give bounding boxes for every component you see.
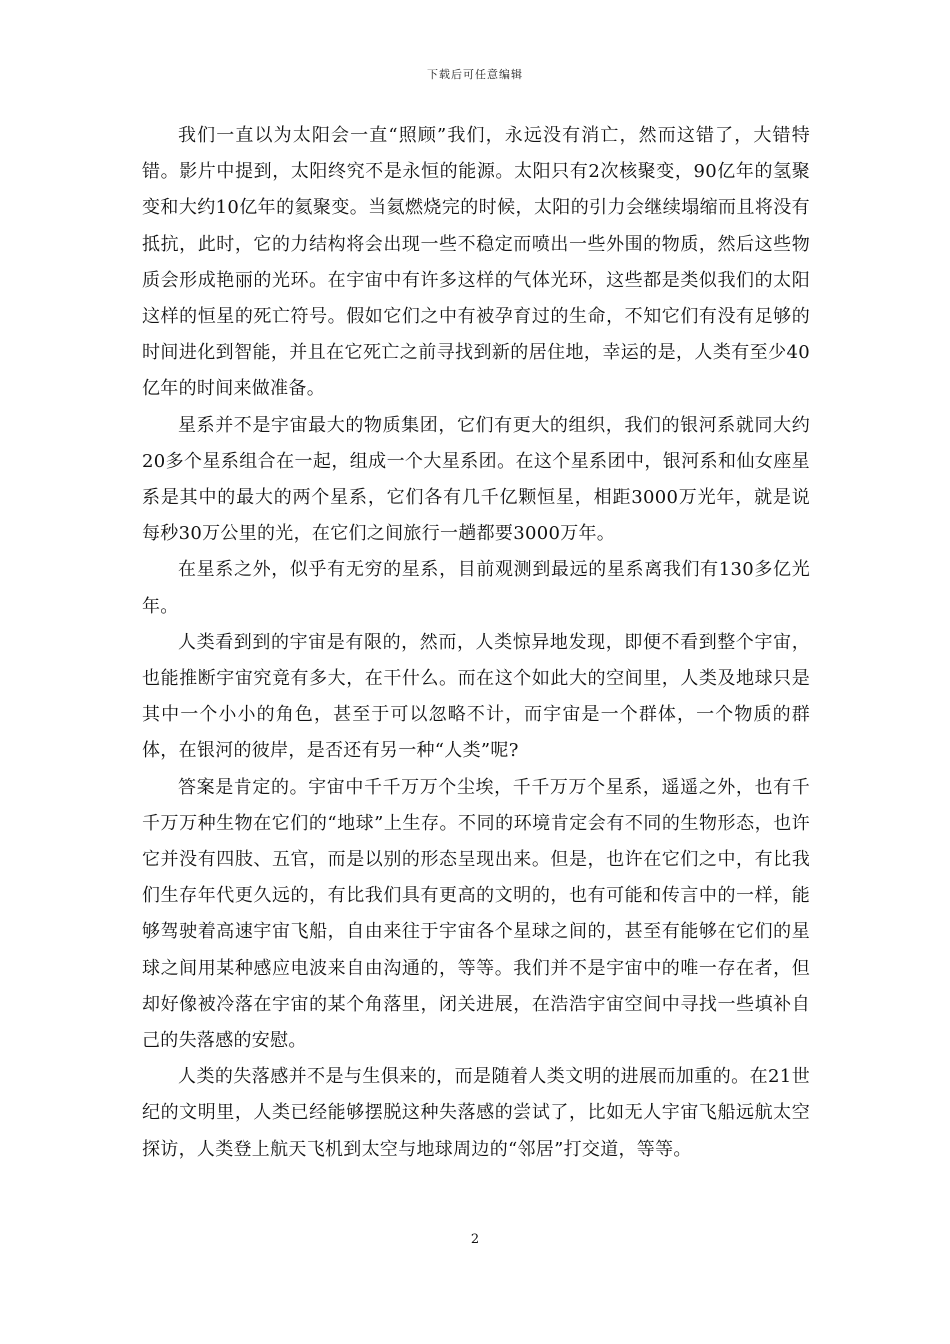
paragraph: 在星系之外，似乎有无穷的星系，目前观测到最远的星系离我们有130多亿光年。	[142, 559, 810, 617]
document-body	[142, 118, 810, 1168]
paragraph: 答案是肯定的。宇宙中千千万万个尘埃，千千万万个星系，遥遥之外，也有千千万万种生物在它们的“地球”上生存。不同的环境肯定会有不同的生物形态，也许它并没有四肢、五官，而是以别的形态呈现出来。但是，也许在它们之中，有比我们生存年代更久远的，有比我们具有更高的文明的，也有可能和传言中的一样，能够驾驶着高速宇宙飞船，自由来往于宇宙各个星球之间的，甚至有能够在它们的星球之间用某种感应电波来自由沟通的，等等。我们并不是宇宙中的唯一存在者，但却好像被冷落在宇宙的某个角落里，闭关进展，在浩浩宇宙空间中寻找一些填补自己的失落感的安慰。	[142, 776, 810, 1052]
paragraph: 人类看到到的宇宙是有限的，然而，人类惊异地发现，即便不看到整个宇宙，也能推断宇宙究竟有多大，在干什么。而在这个如此大的空间里，人类及地球只是其中一个小小的角色，甚至于可以忽略不计，而宇宙是一个群体，一个物质的群体，在银河的彼岸，是否还有另一种“人类”呢?	[142, 631, 810, 762]
page-header-note: 下载后可任意编辑	[427, 68, 523, 81]
paragraph: 星系并不是宇宙最大的物质集团，它们有更大的组织，我们的银河系就同大约20多个星系组合在一起，组成一个大星系团。在这个星系团中，银河系和仙女座星系是其中的最大的两个星系，它们各有几千亿颗恒星，相距3000万光年，就是说每秒30万公里的光，在它们之间旅行一趟都要3000万年。	[142, 414, 810, 545]
paragraph: 人类的失落感并不是与生俱来的，而是随着人类文明的进展而加重的。在21世纪的文明里，人类已经能够摆脱这种失落感的尝试了，比如无人宇宙飞船远航太空探访，人类登上航天飞机到太空与地球周边的“邻居”打交道，等等。	[142, 1066, 810, 1160]
paragraph: 我们一直以为太阳会一直“照顾”我们，永远没有消亡，然而这错了，大错特错。影片中提到，太阳终究不是永恒的能源。太阳只有2次核聚变，90亿年的氢聚变和大约10亿年的氦聚变。当氦燃烧完的时候，太阳的引力会继续塌缩而且将没有抵抗，此时，它的力结构将会出现一些不稳定而喷出一些外围的物质，然后这些物质会形成艳丽的光环。在宇宙中有许多这样的气体光环，这些都是类似我们的太阳这样的恒星的死亡符号。假如它们之中有被孕育过的生命，不知它们有没有足够的时间进化到智能，并且在它死亡之前寻找到新的居住地，幸运的是，人类有至少40亿年的时间来做准备。	[142, 125, 810, 400]
page-number: 2	[470, 1232, 480, 1247]
